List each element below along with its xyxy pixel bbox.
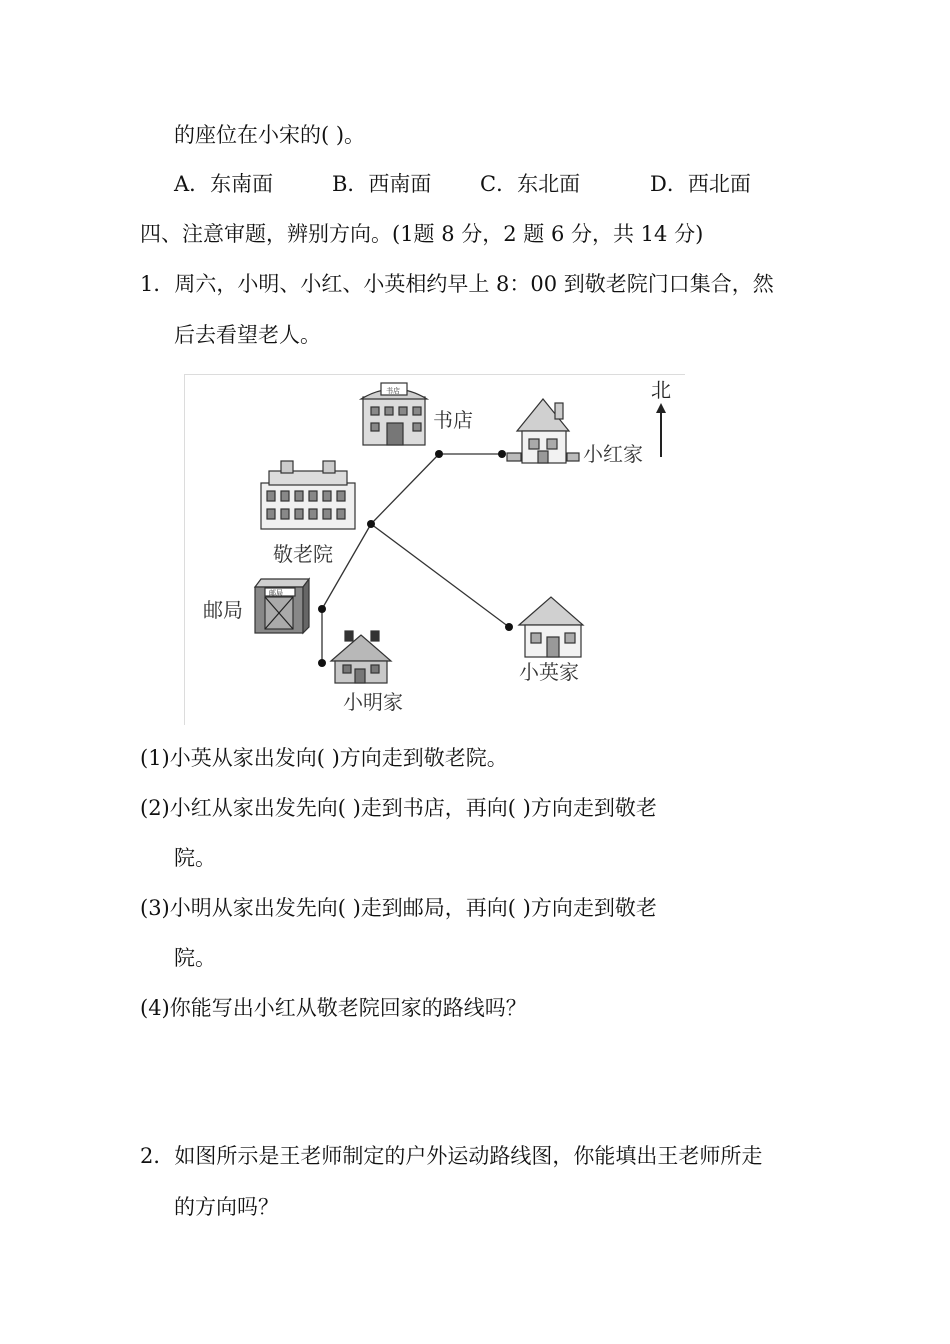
option-c[interactable]: C．东北面 xyxy=(480,172,581,196)
q1-sub4: (4)你能写出小红从敬老院回家的路线吗？ xyxy=(140,996,527,1020)
route-map-svg xyxy=(185,375,685,725)
option-b[interactable]: B．西南面 xyxy=(332,172,432,196)
option-a[interactable]: A．东南面 xyxy=(174,172,274,196)
xiaoming-house-icon xyxy=(331,631,391,683)
north-label: 北 xyxy=(651,378,671,402)
q1-sub1: (1)小英从家出发向( )方向走到敬老院。 xyxy=(140,746,508,770)
q3-tail: 的座位在小宋的( )。 xyxy=(174,123,366,147)
xiaohong-home-label: 小红家 xyxy=(583,442,643,466)
post-office-icon xyxy=(255,579,309,633)
dot-post xyxy=(318,605,326,613)
xiaohong-house-icon xyxy=(507,399,579,463)
q1-stem-line2: 后去看望老人。 xyxy=(174,323,321,347)
post-office-label: 邮局 xyxy=(203,598,243,622)
q1-sub3-line2: 院。 xyxy=(174,946,216,970)
route-nursing-bookstore xyxy=(371,454,439,524)
q1-sub2-line1: (2)小红从家出发先向( )走到书店，再向( )方向走到敬老 xyxy=(140,796,657,820)
dot-xiaoying xyxy=(505,623,513,631)
q1-stem-line1: 1．周六，小明、小红、小英相约早上 8：00 到敬老院门口集合，然 xyxy=(140,272,774,296)
route-post-nursing xyxy=(322,524,371,609)
bookstore-label: 书店 xyxy=(433,408,473,432)
xiaoying-home-label: 小英家 xyxy=(519,660,579,684)
dot-bookstore xyxy=(435,450,443,458)
xiaoying-house-icon xyxy=(519,597,583,657)
post-office-sign: 邮局 xyxy=(269,589,283,597)
q2-stem-line1: 2．如图所示是王老师制定的户外运动路线图，你能填出王老师所走 xyxy=(140,1144,763,1168)
route-nursing-xiaoying xyxy=(371,524,509,627)
route-map xyxy=(184,374,685,725)
option-d[interactable]: D．西北面 xyxy=(650,172,751,196)
q2-stem-line2: 的方向吗？ xyxy=(174,1195,279,1219)
dot-xiaoming xyxy=(318,659,326,667)
bookstore-sign: 书店 xyxy=(386,387,400,395)
nursing-home-label: 敬老院 xyxy=(273,542,333,566)
xiaoming-home-label: 小明家 xyxy=(343,690,403,714)
q1-sub3-line1: (3)小明从家出发先向( )走到邮局，再向( )方向走到敬老 xyxy=(140,896,657,920)
dot-nursing xyxy=(367,520,375,528)
section4-heading: 四、注意审题，辨别方向。(1题 8 分，2 题 6 分，共 14 分) xyxy=(140,222,704,246)
q1-sub2-line2: 院。 xyxy=(174,846,216,870)
nursing-home-icon xyxy=(261,461,355,529)
north-arrow-icon xyxy=(656,403,666,457)
dot-xiaohong xyxy=(498,450,506,458)
